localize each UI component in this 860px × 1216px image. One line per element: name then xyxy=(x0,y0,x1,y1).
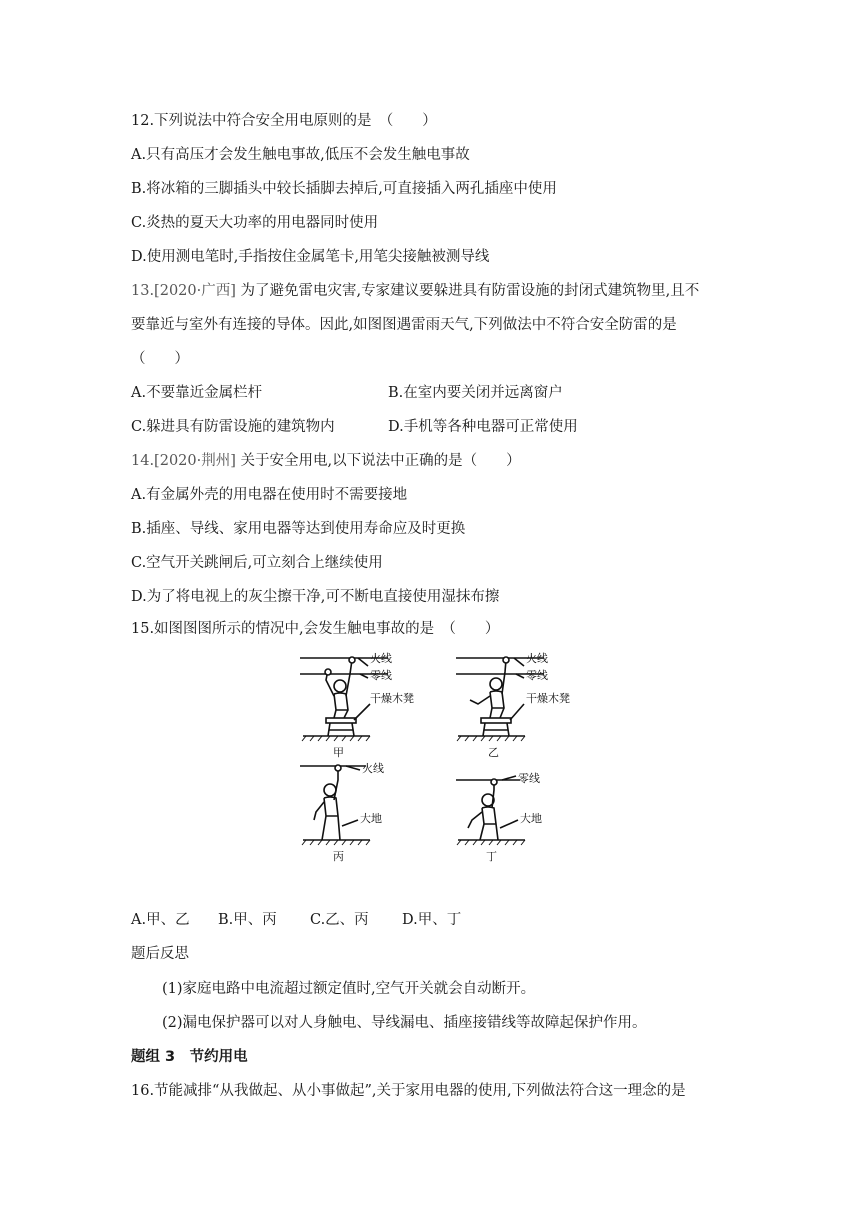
q13-answer-paren: （ ） xyxy=(131,351,189,367)
q14-source: 14.[2020·荆州] xyxy=(131,453,236,469)
q14-option-d: D.为了将电视上的灰尘擦干净,可不断电直接使用湿抹布擦 xyxy=(131,589,500,605)
q16-stem: 16.节能减排“从我做起、从小事做起”,关于家用电器的使用,下列做法符合这一理念的是 xyxy=(131,1083,686,1099)
jia-live-label: 火线 xyxy=(370,652,392,665)
yi-neutral-label: 零线 xyxy=(526,669,548,682)
q13-stem-text1: 为了避免雷电灾害,专家建议要躲进具有防雷设施的封闭式建筑物里,且不 xyxy=(240,283,700,299)
q13-stem-line1 xyxy=(131,281,699,301)
q13-option-d: D.手机等各种电器可正常使用 xyxy=(388,419,578,435)
q12-option-d: D.使用测电笔时,手指按住金属笔卡,用笔尖接触被测导线 xyxy=(131,249,490,265)
jia-stool-label: 干燥木凳 xyxy=(370,692,414,705)
q14-stem xyxy=(131,451,521,471)
jia-neutral-label: 零线 xyxy=(370,669,392,682)
q15-option-d: D.甲、丁 xyxy=(402,912,462,928)
electric-shock-diagram xyxy=(298,648,588,870)
q14-option-c: C.空气开关跳闸后,可立刻合上继续使用 xyxy=(131,555,383,571)
q15-stem: 15.如图图图所示的情况中,会发生触电事故的是 （ ） xyxy=(131,621,500,637)
electric-shock-figure xyxy=(298,648,588,870)
reflection-point-1: (1)家庭电路中电流超过额定值时,空气开关就会自动断开。 xyxy=(162,981,536,997)
q12-option-c: C.炎热的夏天大功率的用电器同时使用 xyxy=(131,215,379,231)
q15-option-b: B.甲、丙 xyxy=(218,912,277,928)
ding-neutral-label: 零线 xyxy=(518,772,540,785)
q15-option-a: A.甲、乙 xyxy=(131,912,190,928)
panel-ding xyxy=(456,776,525,845)
q14-stem-text: 关于安全用电,以下说法中正确的是（ ） xyxy=(240,453,521,469)
reflection-point-2: (2)漏电保护器可以对人身触电、导线漏电、插座接错线等故障起保护作用。 xyxy=(162,1015,647,1031)
bing-live-label: 火线 xyxy=(362,762,384,775)
ding-ground-label: 大地 xyxy=(520,812,542,825)
q13-source: 13.[2020·广西] xyxy=(131,283,236,299)
q13-option-b: B.在室内要关闭并远离窗户 xyxy=(388,385,563,401)
yi-stool-label: 干燥木凳 xyxy=(526,692,570,705)
group3-heading: 题组 3 节约用电 xyxy=(131,1049,248,1065)
q12-option-b: B.将冰箱的三脚插头中较长插脚去掉后,可直接插入两孔插座中使用 xyxy=(131,181,557,197)
q14-option-a: A.有金属外壳的用电器在使用时不需要接地 xyxy=(131,487,408,503)
q12-option-a: A.只有高压才会发生触电事故,低压不会发生触电事故 xyxy=(131,147,470,163)
yi-caption: 乙 xyxy=(488,746,499,759)
bing-ground-label: 大地 xyxy=(360,812,382,825)
panel-bing xyxy=(300,765,370,845)
yi-live-label: 火线 xyxy=(526,652,548,665)
reflection-title: 题后反思 xyxy=(131,946,189,962)
q13-option-a: A.不要靠近金属栏杆 xyxy=(131,385,263,401)
q12-stem: 12.下列说法中符合安全用电原则的是 （ ） xyxy=(131,113,437,129)
jia-caption: 甲 xyxy=(333,746,344,759)
ding-caption: 丁 xyxy=(486,850,497,863)
q13-stem-line2: 要靠近与室外有连接的导体。因此,如图图遇雷雨天气,下列做法中不符合安全防雷的是 xyxy=(131,317,677,333)
q13-option-c: C.躲进具有防雷设施的建筑物内 xyxy=(131,419,335,435)
bing-caption: 丙 xyxy=(333,850,344,863)
q15-option-c: C.乙、丙 xyxy=(310,912,369,928)
q14-option-b: B.插座、导线、家用电器等达到使用寿命应及时更换 xyxy=(131,521,466,537)
